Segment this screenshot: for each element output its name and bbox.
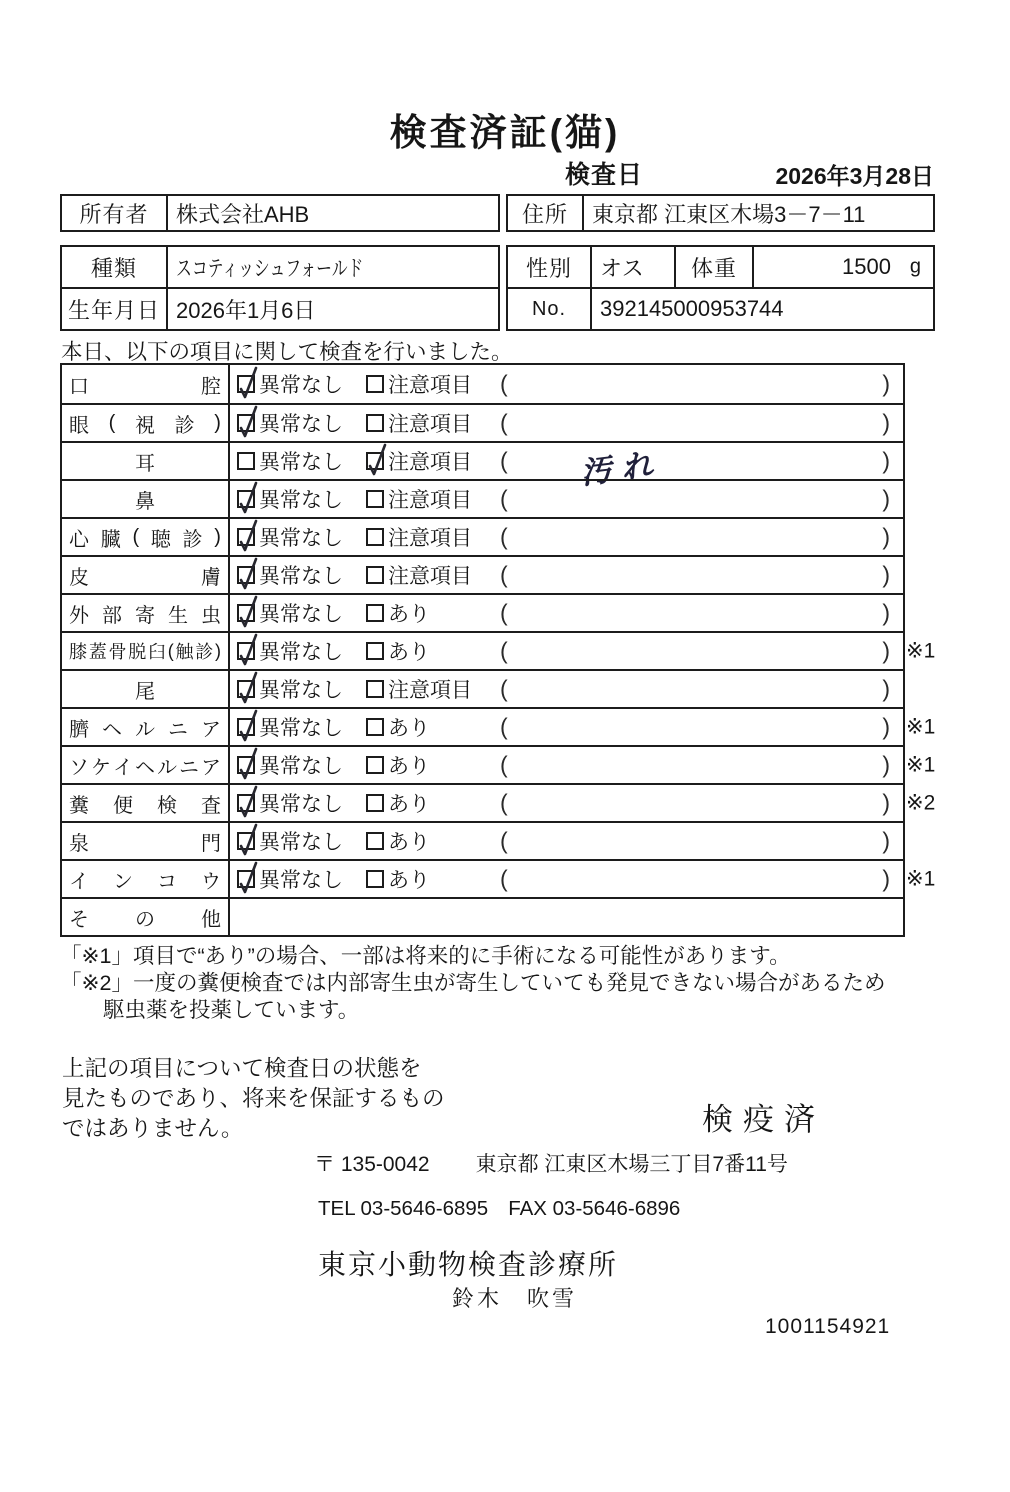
disclaimer: 上記の項目について検査日の状態を 見たものであり、将来を保証するもの ではありません。 — [62, 1056, 445, 1141]
checkbox-no-abnormality — [237, 718, 255, 736]
option-label: 注意項目 — [388, 413, 472, 436]
exam-row-label: 眼 ( 視 診 ) — [62, 405, 230, 441]
ref-mark: ※1 — [906, 639, 936, 663]
ref-mark: ※1 — [906, 867, 936, 891]
checkbox-present — [366, 794, 384, 812]
sex-value: オス — [592, 247, 676, 287]
paren-open: ( — [500, 561, 508, 588]
check-tick-icon — [235, 404, 263, 442]
footnote-2-cont: 駆虫薬を投薬しています。 — [103, 998, 360, 1022]
exam-row-fecal-exam — [62, 783, 936, 821]
exam-row-label: イ ン コ ウ — [62, 861, 230, 897]
paren-open: ( — [500, 827, 508, 854]
check-tick-icon — [235, 670, 263, 708]
exam-row-heart — [62, 517, 903, 555]
check-tick-icon — [235, 746, 263, 784]
option-label: 異常なし — [259, 565, 343, 588]
checkbox-attention — [366, 490, 384, 508]
paren-close: ) — [882, 789, 890, 816]
check-tick-icon — [235, 594, 263, 632]
paren-open: ( — [500, 370, 508, 397]
sex-label: 性別 — [508, 247, 592, 287]
checkbox-present — [366, 642, 384, 660]
paren-close: ) — [882, 370, 890, 397]
footnotes — [60, 943, 885, 1024]
paren-open: ( — [500, 409, 508, 436]
ref-mark: ※1 — [906, 715, 936, 739]
ref-mark: ※2 — [906, 791, 936, 815]
check-tick-icon — [235, 784, 263, 822]
exam-row-label: 泉 門 — [62, 823, 230, 859]
exam-row-mouth — [62, 365, 903, 403]
paren-open: ( — [500, 485, 508, 512]
option-label: 注意項目 — [388, 451, 472, 474]
option-label: 注意項目 — [388, 527, 472, 550]
weight-value: 1500 g — [842, 254, 921, 279]
owner-value: 株式会社AHB — [176, 201, 310, 227]
checkbox-present — [366, 870, 384, 888]
checkbox-no-abnormality — [237, 375, 255, 393]
clinic-address — [314, 1148, 788, 1178]
exam-row-fontanelle — [62, 821, 903, 859]
paren-open: ( — [500, 447, 508, 474]
exam-row-tail — [62, 669, 903, 707]
option-label: 異常なし — [259, 451, 343, 474]
checkbox-attention — [366, 414, 384, 432]
exam-row-label: 心 臓 ( 聴 診 ) — [62, 519, 230, 555]
option-label: 注意項目 — [388, 374, 472, 397]
intro-text: 本日、以下の項目に関して検査を行いました。 — [61, 340, 513, 364]
exam-row-label: 臍 ヘ ル ニ ア — [62, 709, 230, 745]
owner-label: 所有者 — [62, 196, 168, 230]
option-label: あり — [388, 793, 430, 816]
paren-open: ( — [500, 789, 508, 816]
footnote-2: 「※2」一度の糞便検査では内部寄生虫が寄生していても発見できない場合があるため — [60, 971, 886, 995]
paren-open: ( — [500, 865, 508, 892]
paren-close: ) — [882, 637, 890, 664]
street-address: 東京都 江東区木場三丁目7番11号 — [475, 1153, 788, 1176]
checkbox-present — [366, 604, 384, 622]
paren-open: ( — [500, 675, 508, 702]
option-label: 異常なし — [259, 374, 343, 397]
inspection-date-label: 検査日 — [565, 161, 644, 189]
page-title: 検査済証(猫) — [389, 112, 621, 153]
check-tick-icon — [364, 442, 392, 480]
option-label: あり — [388, 831, 430, 854]
check-tick-icon — [235, 556, 263, 594]
handwritten-note: 汚れ — [578, 446, 665, 491]
quarantine-stamp: 検疫済 — [702, 1102, 825, 1137]
checkbox-no-abnormality — [237, 452, 255, 470]
paren-close: ) — [882, 675, 890, 702]
paren-close: ) — [882, 485, 890, 512]
address-label: 住所 — [508, 196, 584, 230]
option-label: 異常なし — [259, 831, 343, 854]
breed-label: 種類 — [62, 247, 168, 287]
option-label: あり — [388, 641, 430, 664]
checkbox-no-abnormality — [237, 566, 255, 584]
option-label: 注意項目 — [388, 489, 472, 512]
checkbox-no-abnormality — [237, 604, 255, 622]
checkbox-present — [366, 756, 384, 774]
breed-value: スコティッシュフォールド — [176, 255, 364, 281]
checkbox-no-abnormality — [237, 870, 255, 888]
checkbox-present — [366, 718, 384, 736]
exam-row-other — [62, 897, 903, 935]
weight-label: 体重 — [676, 247, 754, 287]
option-label: あり — [388, 603, 430, 626]
no-label: No. — [508, 289, 592, 329]
exam-row-label: 耳 — [62, 443, 230, 479]
exam-row-label: 口 腔 — [62, 365, 230, 403]
option-label: あり — [388, 755, 430, 778]
exam-row-label: そ の 他 — [62, 899, 230, 935]
check-tick-icon — [235, 860, 263, 898]
exam-row-label: ソ ケ イ ヘ ル ニ ア — [62, 747, 230, 783]
check-tick-icon — [235, 480, 263, 518]
check-tick-icon — [235, 708, 263, 746]
checkbox-attention — [366, 680, 384, 698]
exam-row-external-parasites — [62, 593, 903, 631]
checkbox-no-abnormality — [237, 642, 255, 660]
checkbox-no-abnormality — [237, 832, 255, 850]
paren-open: ( — [500, 713, 508, 740]
check-tick-icon — [235, 632, 263, 670]
paren-open: ( — [500, 751, 508, 778]
footnote-1: 「※1」項目で“あり”の場合、一部は将来的に手術になる可能性があります。 — [60, 944, 791, 968]
paren-open: ( — [500, 637, 508, 664]
checkbox-attention — [366, 375, 384, 393]
exam-row-label: 皮 膚 — [62, 557, 230, 593]
paren-close: ) — [882, 447, 890, 474]
no-value: 392145000953744 — [600, 296, 784, 321]
option-label: 異常なし — [259, 489, 343, 512]
exam-row-label: 膝 蓋 骨 脱 臼 ( 触 診 ) — [62, 633, 230, 669]
birthdate-value: 2026年1月6日 — [176, 297, 316, 323]
ref-mark: ※1 — [906, 753, 936, 777]
animal-info-table — [60, 245, 935, 331]
exam-table — [60, 363, 936, 937]
exam-row-nose — [62, 479, 903, 517]
checkbox-attention — [366, 566, 384, 584]
postal-code: 〒 135-0042 — [314, 1153, 430, 1176]
paren-close: ) — [882, 561, 890, 588]
paren-close: ) — [882, 523, 890, 550]
checkbox-no-abnormality — [237, 414, 255, 432]
exam-row-label: 鼻 — [62, 481, 230, 517]
exam-row-patella — [62, 631, 936, 669]
veterinarian-name: 鈴木 吹雪 — [452, 1286, 578, 1311]
paren-close: ) — [882, 599, 890, 626]
exam-row-inguinal-hernia — [62, 745, 936, 783]
option-label: 異常なし — [259, 603, 343, 626]
clinic-name: 東京小動物検査診療所 — [318, 1249, 619, 1280]
exam-row-label: 外 部 寄 生 虫 — [62, 595, 230, 631]
paren-close: ) — [882, 713, 890, 740]
fax-number: FAX 03-5646-6896 — [508, 1197, 681, 1220]
option-label: 異常なし — [259, 755, 343, 778]
check-tick-icon — [235, 822, 263, 860]
option-label: あり — [388, 717, 430, 740]
option-label: あり — [388, 869, 430, 892]
paren-close: ) — [882, 409, 890, 436]
tel-number: TEL 03-5646-6895 — [318, 1197, 489, 1220]
option-label: 異常なし — [259, 717, 343, 740]
exam-row-label: 尾 — [62, 671, 230, 707]
checkbox-no-abnormality — [237, 756, 255, 774]
checkbox-no-abnormality — [237, 794, 255, 812]
inspection-date-value: 2026年3月28日 — [775, 163, 934, 189]
check-tick-icon — [235, 365, 263, 403]
option-label: 異常なし — [259, 869, 343, 892]
option-label: 異常なし — [259, 641, 343, 664]
clinic-phone — [318, 1197, 680, 1221]
paren-open: ( — [500, 599, 508, 626]
checkbox-no-abnormality — [237, 680, 255, 698]
exam-row-skin — [62, 555, 903, 593]
paren-open: ( — [500, 523, 508, 550]
option-label: 注意項目 — [388, 565, 472, 588]
option-label: 注意項目 — [388, 679, 472, 702]
checkbox-no-abnormality — [237, 528, 255, 546]
option-label: 異常なし — [259, 793, 343, 816]
birthdate-label: 生年月日 — [62, 289, 168, 329]
checkbox-present — [366, 832, 384, 850]
check-tick-icon — [235, 518, 263, 556]
paren-close: ) — [882, 751, 890, 778]
address-value: 東京都 江東区木場3－7－11 — [592, 201, 866, 227]
option-label: 異常なし — [259, 413, 343, 436]
exam-row-inkou — [62, 859, 936, 897]
option-label: 異常なし — [259, 527, 343, 550]
exam-row-ears — [62, 441, 903, 491]
checkbox-attention — [366, 528, 384, 546]
exam-row-eyes — [62, 403, 903, 441]
paren-close: ) — [882, 827, 890, 854]
serial-number: 1001154921 — [765, 1315, 891, 1338]
exam-row-label: 糞 便 検 査 — [62, 785, 230, 821]
exam-row-umbilical-hernia — [62, 707, 936, 745]
weight-unit: g — [909, 255, 921, 278]
paren-close: ) — [882, 865, 890, 892]
option-label: 異常なし — [259, 679, 343, 702]
checkbox-no-abnormality — [237, 490, 255, 508]
checkbox-attention — [366, 452, 384, 470]
owner-address-table — [60, 194, 935, 232]
